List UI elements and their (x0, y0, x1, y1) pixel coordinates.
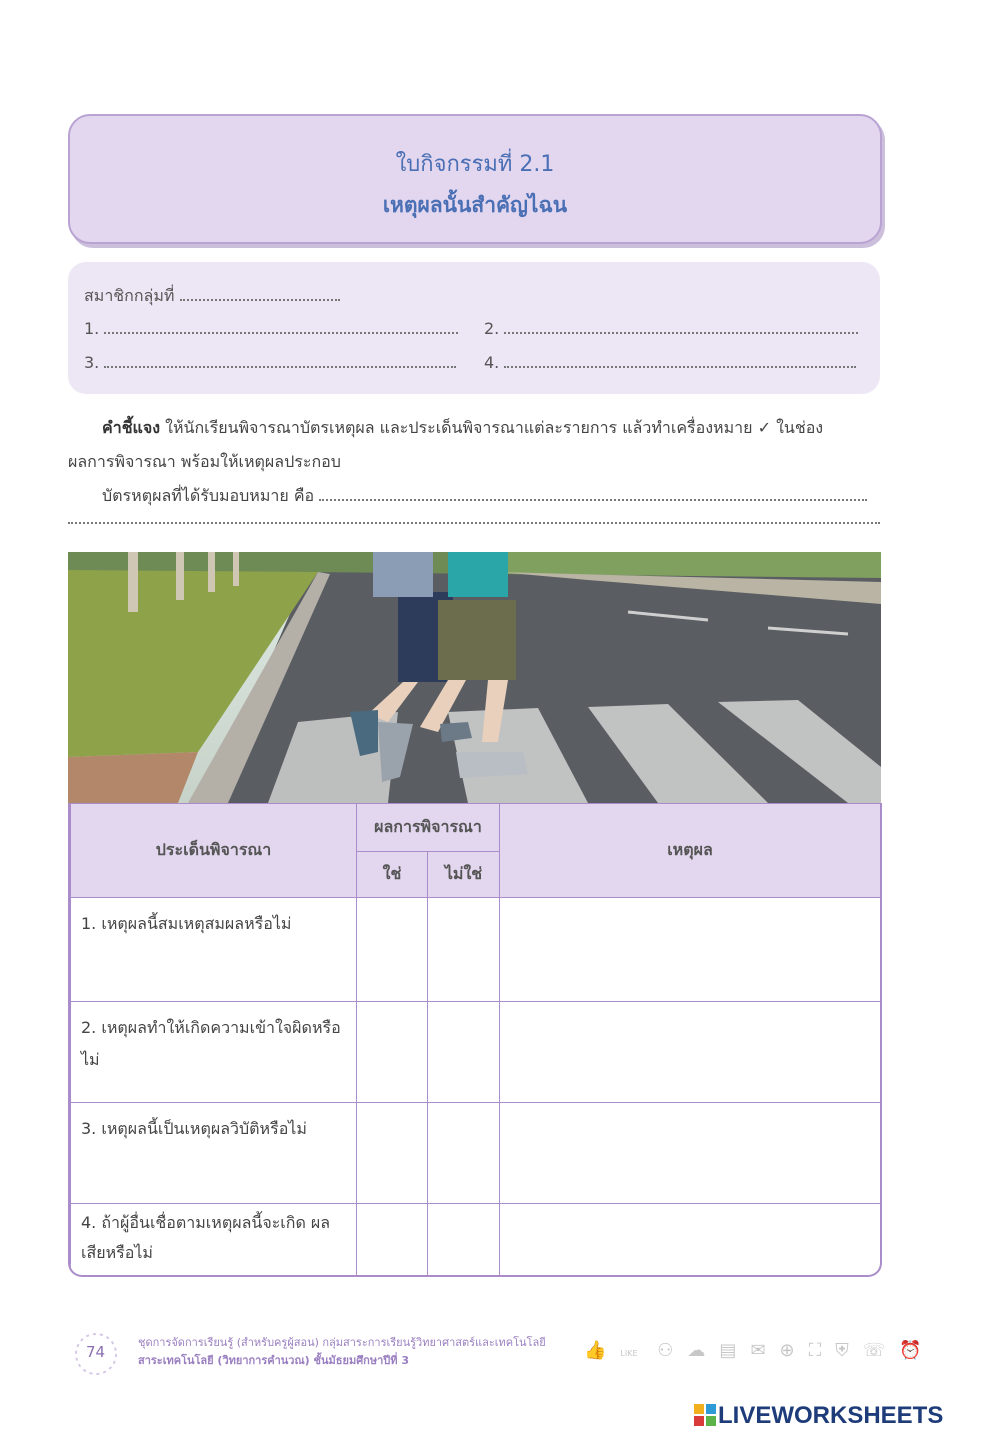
map-icon: ⛶ (808, 1340, 836, 1361)
issue-cell: 3. เหตุผลนี้เป็นเหตุผลวิบัติหรือไม่ (71, 1103, 357, 1204)
globe-icon: ⊕ (779, 1340, 809, 1361)
cloud-icon: ☁ (687, 1340, 720, 1361)
group-members-box (68, 262, 880, 394)
no-checkbox-cell[interactable] (428, 1204, 500, 1278)
card-label: บัตรหตุผลที่ได้รับมอบหมาย คือ (102, 486, 315, 505)
member-2-blank[interactable] (504, 318, 858, 334)
footer-line-1: ชุดการจัดการเรียนรู้ (สำหรับครูผู้สอน) กลุ่มสาระการเรียนรู้วิทยาศาสตร์และเทคโนโลยี (138, 1336, 546, 1349)
issue-cell: 1. เหตุผลนี้สมเหตุสมผลหรือไม่ (71, 898, 357, 1002)
activity-title: เหตุผลนั้นสำคัญไฉน (382, 193, 568, 217)
like-icon: 👍 (584, 1340, 621, 1361)
shield-icon: ⛨ (835, 1340, 863, 1361)
table-row (71, 898, 881, 1002)
no-checkbox-cell[interactable] (428, 1002, 500, 1103)
liveworksheets-logo-icon (694, 1404, 716, 1426)
table-row (71, 1204, 881, 1278)
page-number-badge (70, 1328, 122, 1380)
document-icon: ▤ (719, 1340, 751, 1361)
yes-checkbox-cell[interactable] (357, 1204, 428, 1278)
member-4-number: 4. (484, 353, 500, 372)
header-issue: ประเด็นพิจารณา (71, 804, 357, 898)
member-3-number: 3. (84, 353, 100, 372)
crosswalk-photo (68, 552, 881, 803)
instruction-line-2: ผลการพิจารณา พร้อมให้เหตุผลประกอบ (68, 452, 341, 471)
no-checkbox-cell[interactable] (428, 898, 500, 1002)
instruction-heading: คำชี้แจง (102, 418, 161, 437)
reason-input-cell[interactable] (500, 1204, 881, 1278)
card-blank[interactable] (319, 485, 867, 501)
activity-title-box (68, 114, 882, 244)
card-blank-line-2[interactable] (68, 522, 880, 524)
liveworksheets-logo (694, 1402, 943, 1430)
member-1-number: 1. (84, 319, 100, 338)
group-number-label: สมาชิกกลุ่มที่ (84, 286, 175, 305)
issue-cell: 4. ถ้าผู้อื่นเชื่อตามเหตุผลนี้จะเกิด ผลเสียหรือไม่ (71, 1204, 357, 1278)
header-reason: เหตุผล (500, 804, 881, 898)
instruction-line-1 (102, 416, 823, 441)
reason-input-cell[interactable] (500, 1103, 881, 1204)
activity-number: ใบกิจกรรมที่ 2.1 (395, 152, 555, 177)
yes-checkbox-cell[interactable] (357, 1103, 428, 1204)
reason-input-cell[interactable] (500, 1002, 881, 1103)
table-row (71, 1002, 881, 1103)
header-result: ผลการพิจารณา (357, 804, 500, 852)
member-1-blank[interactable] (104, 318, 458, 334)
member-3-blank[interactable] (104, 352, 456, 368)
alarm-icon: ⏰ (899, 1340, 936, 1361)
yes-checkbox-cell[interactable] (357, 1002, 428, 1103)
liveworksheets-text: LIVEWORKSHEETS (718, 1402, 944, 1429)
group-number-blank[interactable] (180, 285, 340, 301)
no-checkbox-cell[interactable] (428, 1103, 500, 1204)
issue-cell: 2. เหตุผลทำให้เกิดความเข้าใจผิดหรือไม่ (71, 1002, 357, 1103)
phone-icon: ☏ (862, 1340, 900, 1361)
evaluation-table (68, 803, 882, 1277)
yes-checkbox-cell[interactable] (357, 898, 428, 1002)
footer-decoration (584, 1340, 936, 1361)
header-yes: ใช่ (357, 852, 428, 898)
footer-line-2: สาระเทคโนโลยี (วิทยาการคำนวณ) ชั้นมัธยมศึกษาปีที่ 3 (138, 1354, 409, 1367)
like-label: LIKE (620, 1349, 638, 1358)
people-icon: ⚇ (657, 1340, 688, 1361)
card-line (102, 484, 867, 509)
instruction-text: ให้นักเรียนพิจารณาบัตรเหตุผล และประเด็นพิจารณาแต่ละรายการ แล้วทำเครื่องหมาย ✓ ในช่อง (165, 418, 824, 437)
page-number: 74 (86, 1343, 106, 1361)
table-row (71, 1103, 881, 1204)
member-4-blank[interactable] (504, 352, 856, 368)
header-no: ไม่ใช่ (428, 852, 500, 898)
footer-text (138, 1334, 546, 1370)
reason-input-cell[interactable] (500, 898, 881, 1002)
member-2-number: 2. (484, 319, 500, 338)
chat-icon: ✉ (750, 1340, 780, 1361)
